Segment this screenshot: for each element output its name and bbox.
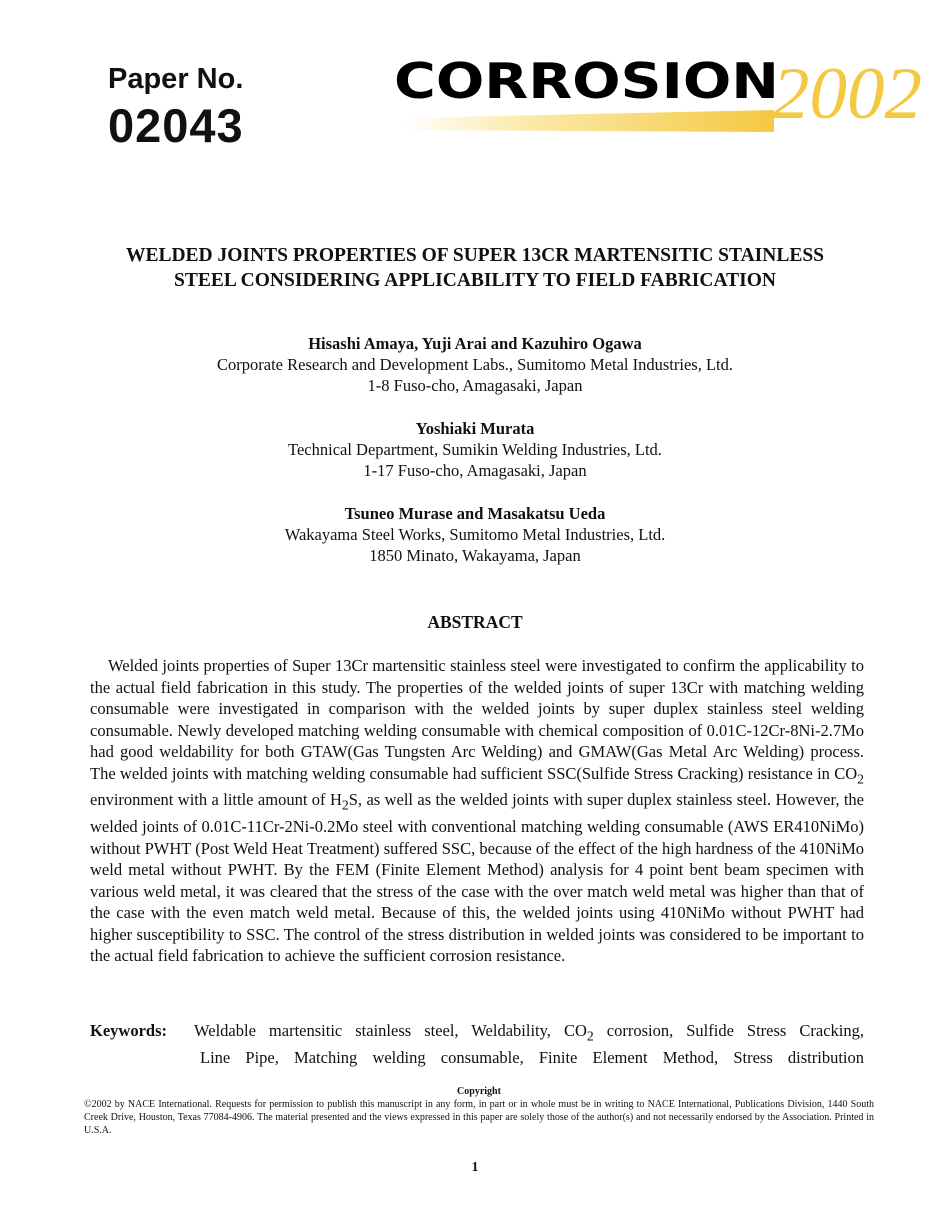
keywords-label: Keywords: [90,1021,167,1040]
subscript: 2 [341,797,349,813]
logo-year: 2002 [772,53,922,135]
corrosion-2002-logo [394,52,924,136]
author-affiliation: Corporate Research and Development Labs., Sumitomo Metal Industries, Ltd. [217,355,733,374]
keywords-text: corrosion, Sulfide Stress Cracking, [593,1021,864,1040]
copyright-heading: Copyright [457,1086,501,1097]
abstract-body [90,655,864,967]
paper-number-block [108,60,244,154]
subscript: 2 [586,1028,594,1044]
page-number: 1 [471,1160,479,1175]
author-names: Hisashi Amaya, Yuji Arai and Kazuhiro Ogawa [308,334,642,353]
author-address: 1-17 Fuso-cho, Amagasaki, Japan [363,461,587,480]
author-affiliation: Wakayama Steel Works, Sumitomo Metal Industries, Ltd. [284,525,666,544]
abstract-text: S, as well as the welded joints with super duplex stainless steel. However, the welded joints of 0.01C-11Cr-2Ni-0.2Mo steel with conventional matching welding consumable (AWS ER410NiMo) without PWHT (Post Weld Heat Treatment) suffered SSC, because of the effect of the high hardness of the 410NiMo weld metal without PWHT. By the FEM (Finite Element Method) analysis for 4 point bent beam specimen with various weld metal, it was cleared that the stress of the case with the over match weld metal was higher than that of the case with the even match weld metal. Because of this, the welded joints using 410NiMo without PWHT had higher susceptibility to SSC. The control of the stress distribution in welded joints was considered to be important to the actual field fabrication to achieve the sufficient corrosion resistance. [90,790,865,966]
author-group [60,503,890,566]
copyright-body: ©2002 by NACE International. Requests for permission to publish this manuscript in any form, in part or in whole must be in writing to NACE International, Publications Division, 1440 South Creek Drive, Houston, Texas 77084-4906. The material presented and the views expressed in this paper are solely those of the author(s) and not necessarily endorsed by the Association. Printed in U.S.A. [84,1099,874,1136]
paper-number: 02043 [108,99,244,152]
author-names: Tsuneo Murase and Masakatsu Ueda [344,504,606,523]
subscript: 2 [857,770,864,786]
keywords-text: Weldable martensitic stainless steel, Weldability, CO [194,1021,587,1040]
author-names: Yoshiaki Murata [415,419,535,438]
title-line-2: STEEL CONSIDERING APPLICABILITY TO FIELD FABRICATION [174,270,776,291]
abstract-heading: ABSTRACT [427,612,523,632]
author-group [60,418,890,481]
keywords-line-1 [90,1020,864,1047]
abstract-text: environment with a little amount of H [90,790,342,810]
keywords-line-2: Line Pipe, Matching welding consumable, Finite Element Method, Stress distribution [200,1048,864,1068]
title-line-1: WELDED JOINTS PROPERTIES OF SUPER 13CR MARTENSITIC STAINLESS [125,245,825,266]
author-list [60,333,890,588]
abstract-text: Welded joints properties of Super 13Cr martensitic stainless steel were investigated to confirm the applicability to the actual field fabrication in this study. The properties of the welded joints of super 13Cr with matching welding consumable were investigated in comparison with the welded joints by super duplex stainless steel welding consumable. Newly developed matching welding consumable with chemical composition of 0.01C-12Cr-8Ni-2.7Mo had good weldability for both GTAW(Gas Tungsten Arc Welding) and GMAW(Gas Metal Arc Welding) process. The welded joints with matching welding consumable had sufficient SSC(Sulfide Stress Cracking) resistance in CO [90,656,864,783]
author-address: 1-8 Fuso-cho, Amagasaki, Japan [367,376,583,395]
logo-word: CORROSION [394,53,779,110]
keywords [90,1020,864,1069]
author-group [60,333,890,396]
paper-title [60,243,890,293]
logo-swoosh [402,110,774,132]
paper-label: Paper No. [108,63,244,95]
author-address: 1850 Minato, Wakayama, Japan [369,546,581,565]
copyright-notice [84,1085,874,1137]
author-affiliation: Technical Department, Sumikin Welding Industries, Ltd. [288,440,662,459]
